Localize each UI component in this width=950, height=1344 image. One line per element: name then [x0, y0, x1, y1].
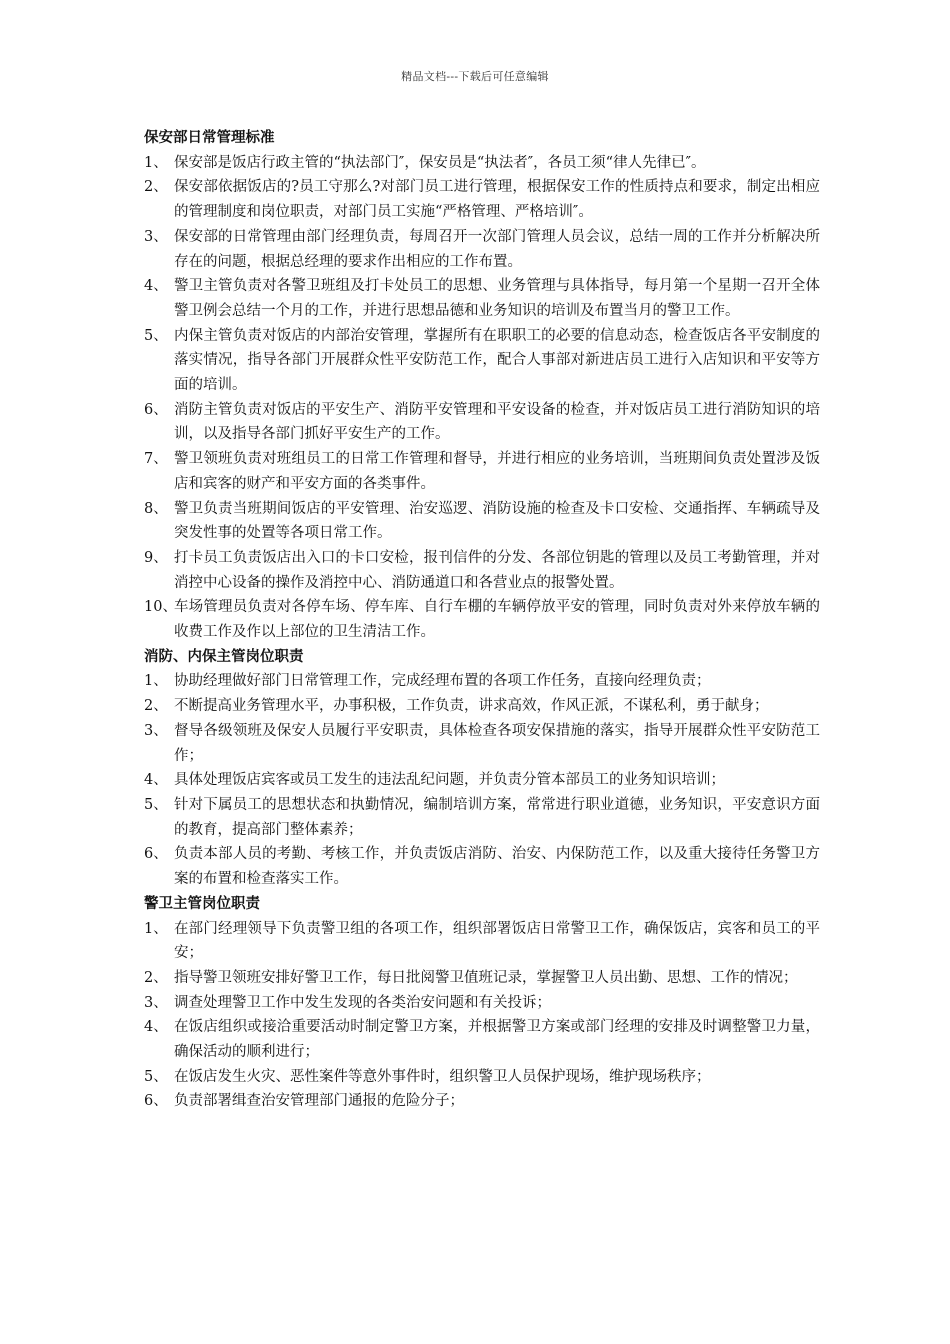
- list-item: [144, 151, 820, 176]
- item-text: 保安部依据饭店的?员工守那么?对部门员工进行管理，根据保安工作的性质持点和要求，制定出相应的管理制度和岗位职责，对部门员工实施“严格管理、严格培训″。: [174, 179, 820, 221]
- item-number: 2、: [144, 698, 168, 715]
- item-text: 打卡员工负责饭店出入口的卡口安检，报刊信件的分发、各部位钥匙的管理以及员工考勤管理，并对消控中心设备的操作及消控中心、消防通道口和各营业点的报警处置。: [174, 549, 820, 591]
- item-text: 在饭店发生火灾、恶性案件等意外事件时，组织警卫人员保护现场，维护现场秩序；: [174, 1068, 711, 1085]
- item-text: 针对下属员工的思想状态和执勤情况，编制培训方案，常常进行职业道德，业务知识，平安意识方面的教育，提高部门整体素养；: [174, 796, 820, 838]
- list-item: [144, 793, 820, 842]
- item-text: 警卫负责当班期间饭店的平安管理、治安巡逻、消防设施的检查及卡口安检、交通指挥、车辆疏导及突发性事的处置等各项日常工作。: [174, 500, 820, 542]
- list-item: [144, 447, 820, 496]
- list-item: [144, 274, 820, 323]
- list-item: [144, 719, 820, 768]
- item-text: 指导警卫领班安排好警卫工作，每日批阅警卫值班记录，掌握警卫人员出勤、思想、工作的情况；: [174, 969, 798, 986]
- item-number: 10、: [144, 599, 177, 616]
- item-number: 5、: [144, 1068, 168, 1085]
- item-number: 3、: [144, 994, 168, 1011]
- list-item: [144, 546, 820, 595]
- list-item: [144, 225, 820, 274]
- section-fire-security-supervisor: [144, 645, 820, 892]
- item-text: 保安部是饭店行政主管的“执法部门″，保安员是“执法者″，各员工须“律人先律已″。: [174, 154, 706, 171]
- item-text: 在饭店组织或接洽重要活动时制定警卫方案，并根据警卫方案或部门经理的安排及时调整警卫力量，确保活动的顺利进行；: [174, 1019, 820, 1061]
- page-header: 精品文档---下载后可任意编辑: [401, 70, 549, 83]
- section-title: 警卫主管岗位职责: [144, 895, 260, 912]
- item-number: 6、: [144, 846, 168, 863]
- list-item: [144, 175, 820, 224]
- section-daily-management: [144, 126, 820, 645]
- item-number: 1、: [144, 154, 168, 171]
- item-number: 4、: [144, 772, 168, 789]
- item-number: 1、: [144, 673, 168, 690]
- list-item: [144, 669, 820, 694]
- item-text: 协助经理做好部门日常管理工作，完成经理布置的各项工作任务，直接向经理负责；: [174, 673, 711, 690]
- list-item: [144, 1015, 820, 1064]
- item-text: 调查处理警卫工作中发生发现的各类治安问题和有关投诉；: [174, 994, 551, 1011]
- list-item: [144, 1089, 820, 1114]
- list-item: [144, 398, 820, 447]
- document-body: [144, 126, 820, 1114]
- section-title: 保安部日常管理标准: [144, 130, 275, 146]
- item-text: 具体处理饭店宾客或员工发生的违法乱纪问题，并负责分管本部员工的业务知识培训；: [174, 772, 725, 789]
- section-title: 消防、内保主管岗位职责: [144, 648, 304, 665]
- item-text: 在部门经理领导下负责警卫组的各项工作，组织部署饭店日常警卫工作，确保饭店，宾客和员工的平安；: [174, 920, 820, 962]
- section-guard-supervisor: [144, 892, 820, 1114]
- list-item: [144, 991, 820, 1016]
- item-text: 警卫领班负责对班组员工的日常工作管理和督导，并进行相应的业务培训，当班期间负责处置涉及饭店和宾客的财产和平安方面的各类事件。: [174, 451, 820, 492]
- item-number: 9、: [144, 549, 168, 566]
- item-text: 负责部署缉查治安管理部门通报的危险分子；: [174, 1093, 464, 1110]
- item-number: 5、: [144, 327, 168, 344]
- item-number: 2、: [144, 969, 168, 986]
- item-text: 保安部的日常管理由部门经理负责，每周召开一次部门管理人员会议，总结一周的工作并分析解决所存在的问题，根据总经理的要求作出相应的工作布置。: [174, 228, 820, 270]
- list-item: [144, 1065, 820, 1090]
- list-item: [144, 595, 820, 644]
- item-number: 4、: [144, 1019, 168, 1036]
- item-number: 6、: [144, 1093, 168, 1110]
- item-text: 不断提高业务管理水平，办事积极，工作负责，讲求高效，作风正派，不谋私利，勇于献身；: [174, 698, 769, 715]
- list-item: [144, 497, 820, 546]
- item-number: 2、: [144, 179, 168, 196]
- item-text: 消防主管负责对饭店的平安生产、消防平安管理和平安设备的检查，并对饭店员工进行消防知识的培训，以及指导各部门抓好平安生产的工作。: [174, 401, 820, 443]
- item-text: 内保主管负责对饭店的内部治安管理，掌握所有在职职工的必要的信息动态，检查饭店各平安制度的落实情况，指导各部门开展群众性平安防范工作，配合人事部对新进店员工进行入店知识和平安等方面的培训。: [174, 327, 820, 394]
- item-number: 5、: [144, 796, 168, 813]
- item-number: 1、: [144, 920, 168, 937]
- list-item: [144, 324, 820, 398]
- list-item: [144, 768, 820, 793]
- item-number: 6、: [144, 401, 168, 418]
- list-item: [144, 966, 820, 991]
- item-number: 8、: [144, 500, 168, 517]
- item-text: 督导各级领班及保安人员履行平安职责，具体检查各项安保措施的落实，指导开展群众性平安防范工作；: [174, 722, 820, 764]
- item-number: 7、: [144, 451, 168, 468]
- list-item: [144, 842, 820, 891]
- item-text: 负责本部人员的考勤、考核工作，并负责饭店消防、治安、内保防范工作，以及重大接待任务警卫方案的布置和检查落实工作。: [174, 846, 820, 888]
- list-item: [144, 694, 820, 719]
- list-item: [144, 917, 820, 966]
- item-number: 3、: [144, 722, 168, 739]
- item-number: 4、: [144, 278, 168, 295]
- item-text: 车场管理员负责对各停车场、停车库、自行车棚的车辆停放平安的管理，同时负责对外来停放车辆的收费工作及作以上部位的卫生清洁工作。: [174, 599, 820, 641]
- item-text: 警卫主管负责对各警卫班组及打卡处员工的思想、业务管理与具体指导，每月第一个星期一召开全体警卫例会总结一个月的工作，并进行思想品德和业务知识的培训及布置当月的警卫工作。: [174, 278, 820, 319]
- item-number: 3、: [144, 228, 168, 245]
